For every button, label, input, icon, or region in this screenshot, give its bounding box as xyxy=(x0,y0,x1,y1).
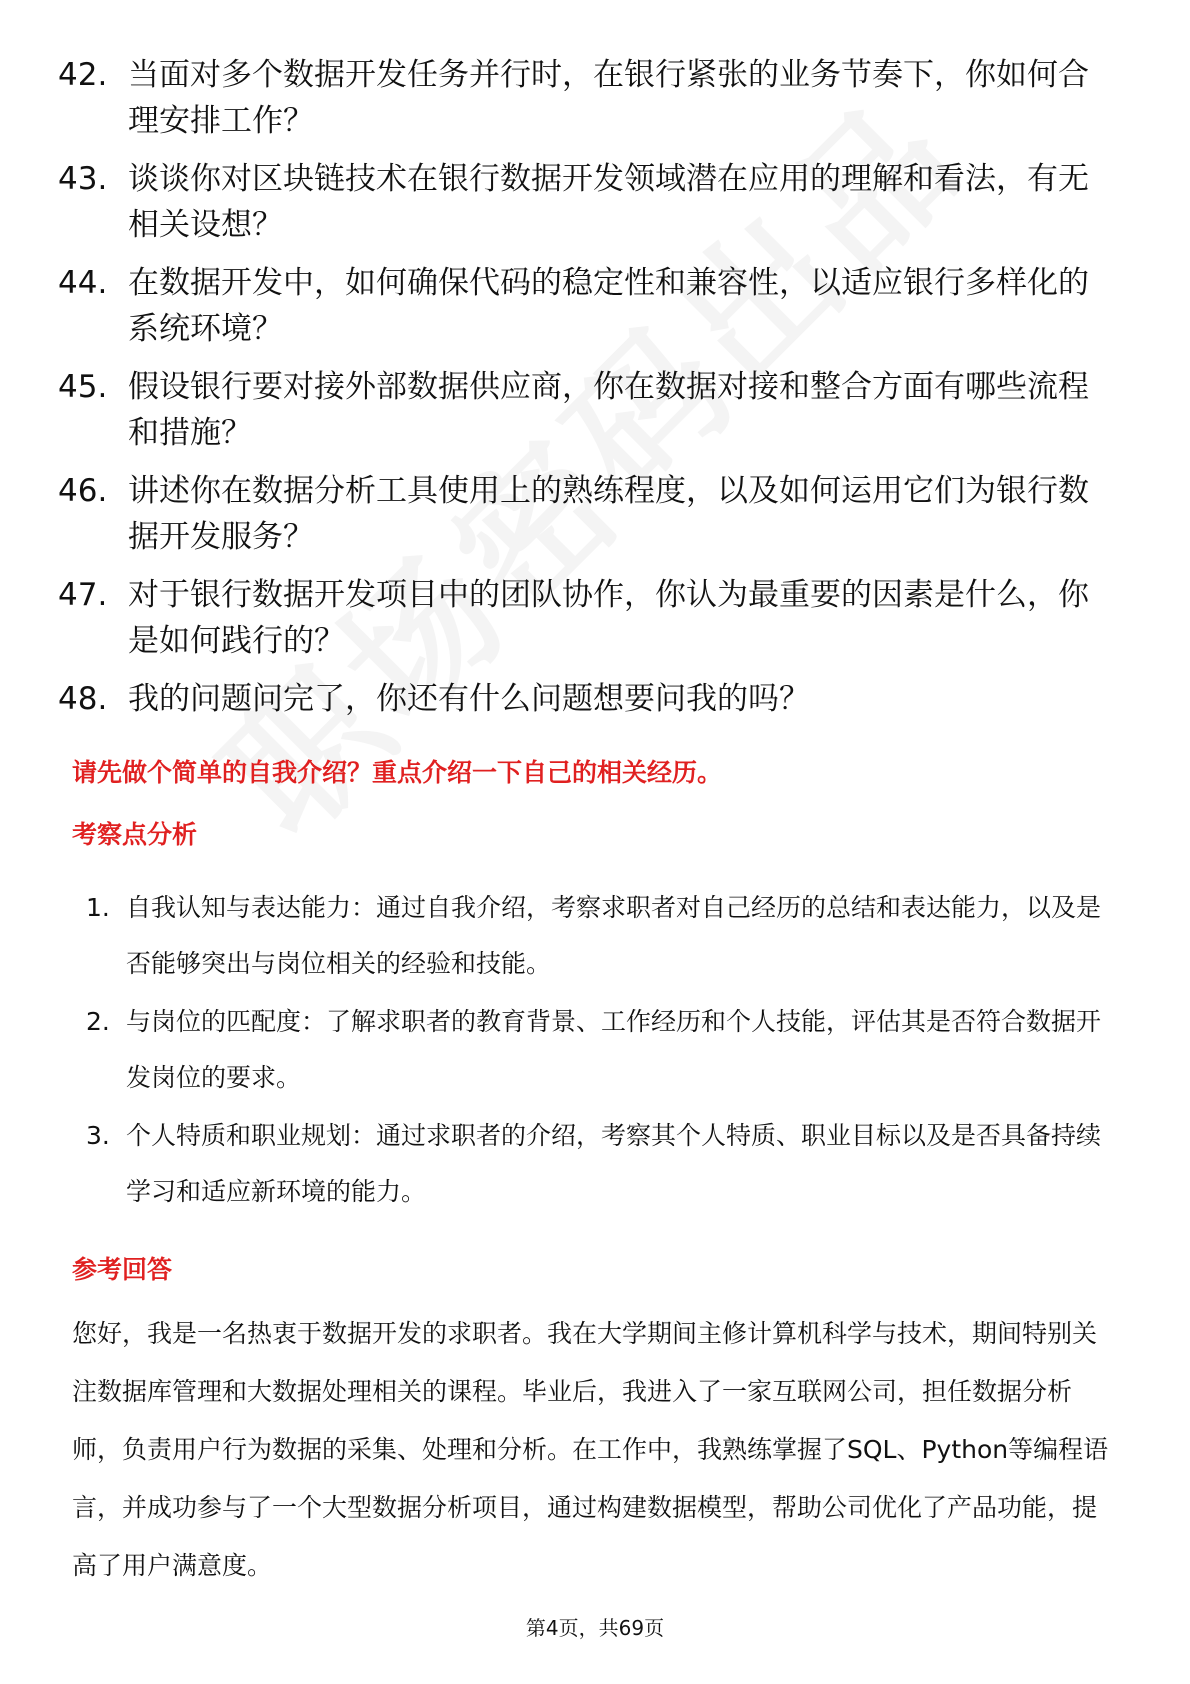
question-item xyxy=(58,468,1118,560)
question-item xyxy=(58,260,1118,352)
question-number: 47. xyxy=(58,577,108,613)
question-item xyxy=(58,572,1118,664)
analysis-heading: 考察点分析 xyxy=(72,820,198,849)
question-text: 假设银行要对接外部数据供应商，你在数据对接和整合方面有哪些流程和措施？ xyxy=(128,369,1089,451)
main-question-heading: 请先做个简单的自我介绍？重点介绍一下自己的相关经历。 xyxy=(72,758,723,787)
question-number: 44. xyxy=(58,265,108,301)
question-text: 对于银行数据开发项目中的团队协作，你认为最重要的因素是什么，你是如何践行的？ xyxy=(128,577,1089,659)
question-item xyxy=(58,676,1118,722)
point-text: 自我认知与表达能力：通过自我介绍，考察求职者对自己经历的总结和表达能力，以及是否能够突出与岗位相关的经验和技能。 xyxy=(126,893,1102,978)
question-text: 谈谈你对区块链技术在银行数据开发领域潜在应用的理解和看法，有无相关设想？ xyxy=(128,161,1089,243)
question-number: 48. xyxy=(58,681,108,717)
question-text: 在数据开发中，如何确保代码的稳定性和兼容性，以适应银行多样化的系统环境？ xyxy=(128,265,1089,347)
point-text: 个人特质和职业规划：通过求职者的介绍，考察其个人特质、职业目标以及是否具备持续学习和适应新环境的能力。 xyxy=(126,1121,1102,1206)
point-text: 与岗位的匹配度：了解求职者的教育背景、工作经历和个人技能，评估其是否符合数据开发岗位的要求。 xyxy=(126,1007,1102,1092)
page-footer: 第4页，共69页 xyxy=(525,1616,665,1640)
question-text: 我的问题问完了，你还有什么问题想要问我的吗？ xyxy=(128,681,810,717)
point-number: 3. xyxy=(86,1121,110,1150)
question-item xyxy=(58,364,1118,456)
analysis-point xyxy=(86,1108,1116,1220)
question-number: 45. xyxy=(58,369,108,405)
question-number: 43. xyxy=(58,161,108,197)
analysis-point xyxy=(86,880,1116,992)
question-item xyxy=(58,156,1118,248)
question-number: 46. xyxy=(58,473,108,509)
question-text: 当面对多个数据开发任务并行时，在银行紧张的业务节奏下，你如何合理安排工作？ xyxy=(128,57,1089,139)
analysis-point xyxy=(86,994,1116,1106)
answer-paragraph: 您好，我是一名热衷于数据开发的求职者。我在大学期间主修计算机科学与技术，期间特别关注数据库管理和大数据处理相关的课程。毕业后，我进入了一家互联网公司，担任数据分析师，负责用户行为数据的采集、处理和分析。在工作中，我熟练掌握了SQL、Python等编程语言，并成功参与了一个大型数据分析项目，通过构建数据模型，帮助公司优化了产品功能，提高了用户满意度。 xyxy=(72,1319,1109,1580)
point-number: 2. xyxy=(86,1007,110,1036)
answer-heading: 参考回答 xyxy=(72,1255,173,1284)
analysis-points xyxy=(86,880,1116,1222)
point-number: 1. xyxy=(86,893,110,922)
question-text: 讲述你在数据分析工具使用上的熟练程度，以及如何运用它们为银行数据开发服务？ xyxy=(128,473,1089,555)
question-list xyxy=(58,52,1118,734)
question-number: 42. xyxy=(58,57,108,93)
question-item xyxy=(58,52,1118,144)
